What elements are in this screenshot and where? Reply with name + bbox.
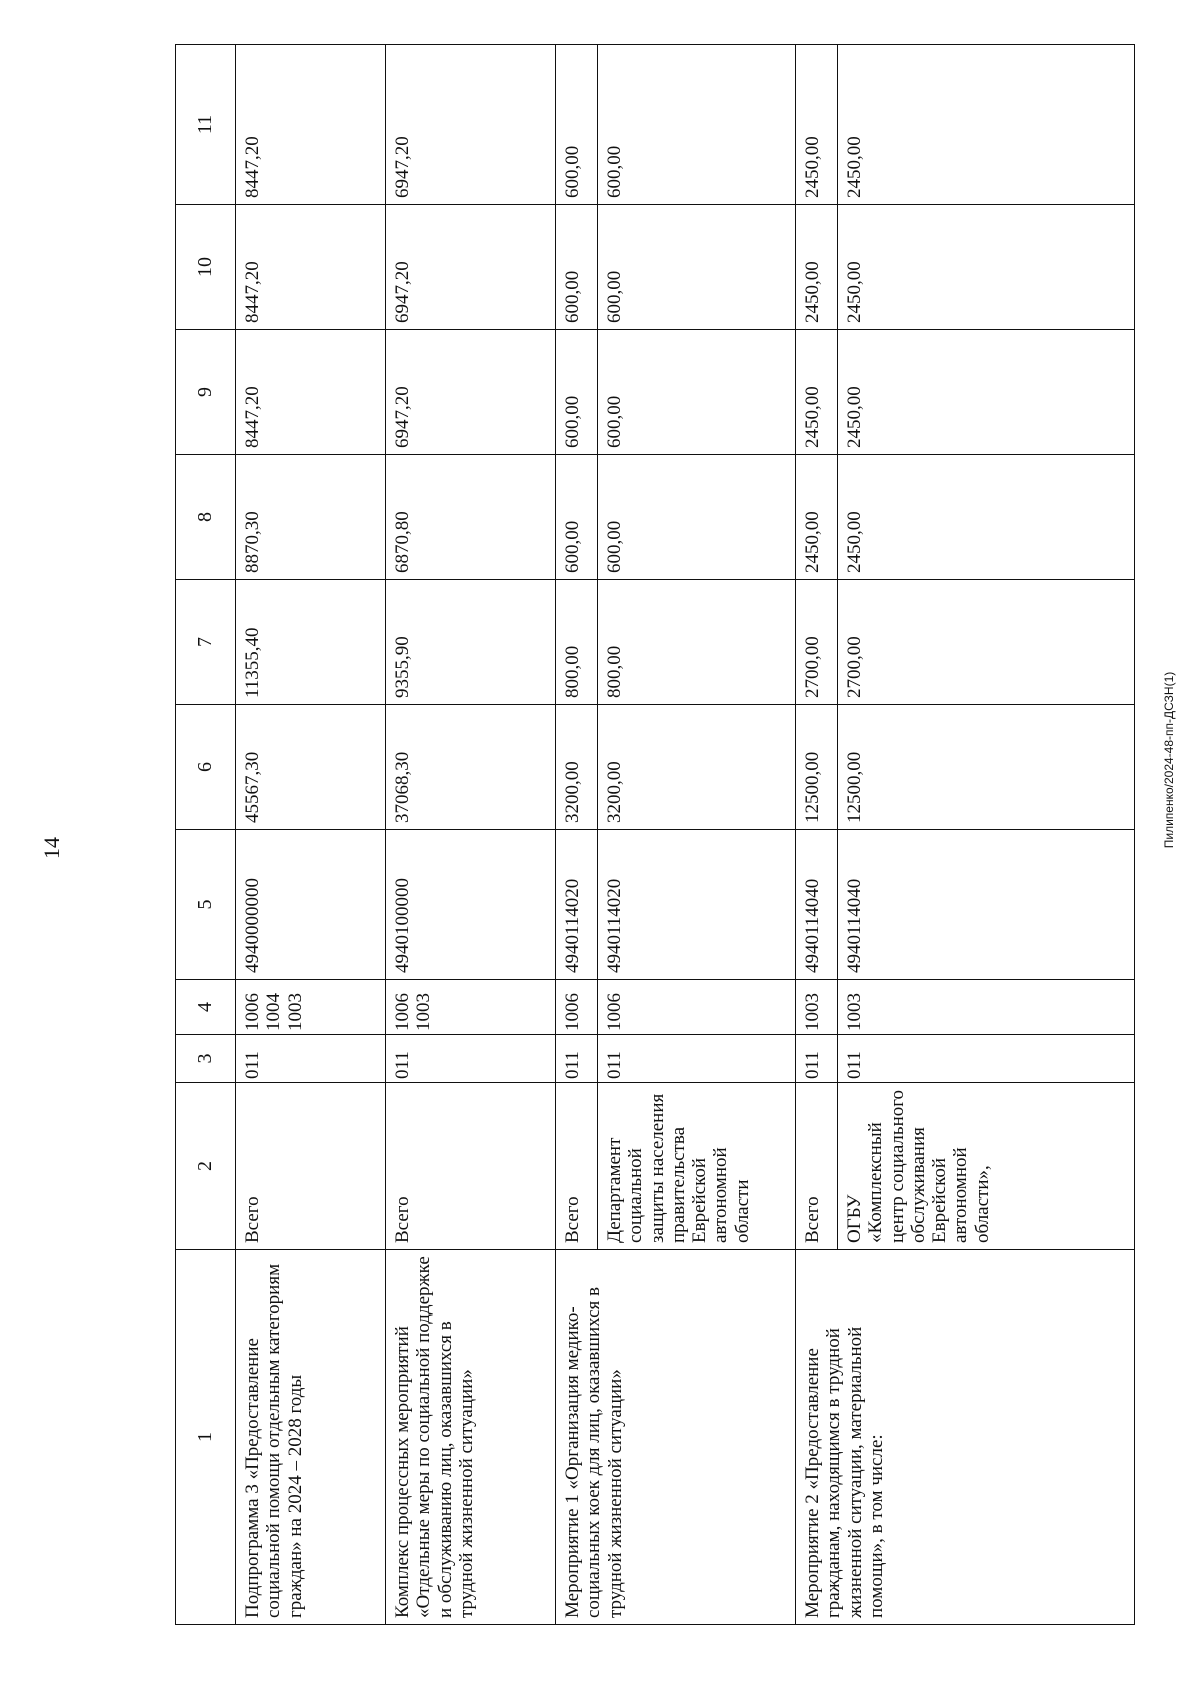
row-value-8: 6870,80	[386, 455, 556, 580]
row-executor: Всего	[236, 1083, 386, 1250]
header-cell: 9	[176, 330, 236, 455]
row-grbs: 011	[236, 1035, 386, 1083]
header-cell: 2	[176, 1083, 236, 1250]
row-value-7: 2700,00	[838, 580, 1135, 705]
header-cell: 5	[176, 830, 236, 980]
header-cell: 10	[176, 205, 236, 330]
row-value-6: 3200,00	[556, 705, 598, 830]
row-csr: 4940114040	[796, 830, 838, 980]
row-value-10: 8447,20	[236, 205, 386, 330]
header-cell: 4	[176, 980, 236, 1035]
row-value-6: 37068,30	[386, 705, 556, 830]
row-rzpr: 1003	[796, 980, 838, 1035]
row-value-11: 2450,00	[838, 45, 1135, 205]
row-value-11: 600,00	[598, 45, 796, 205]
row-value-8: 2450,00	[838, 455, 1135, 580]
table-row	[556, 45, 598, 1625]
table-row	[796, 45, 838, 1625]
row-rzpr: 1006	[556, 980, 598, 1035]
header-cell: 11	[176, 45, 236, 205]
row-csr: 4940114020	[556, 830, 598, 980]
row-value-9: 600,00	[598, 330, 796, 455]
row-grbs: 011	[598, 1035, 796, 1083]
table-row	[236, 45, 386, 1625]
row-rzpr: 1006	[598, 980, 796, 1035]
row-name: Подпрограмма 3 «Предоставление социальной помощи отдельным категориям граждан» на 2024 – 2028 годы	[236, 1250, 386, 1625]
row-value-10: 6947,20	[386, 205, 556, 330]
row-value-11: 8447,20	[236, 45, 386, 205]
row-name: Комплекс процессных мероприятий «Отдельные меры по социальной поддержке и обслуживанию лиц, оказавшихся в трудной жизненной ситуации»	[386, 1250, 556, 1625]
row-grbs: 011	[796, 1035, 838, 1083]
row-value-8: 2450,00	[796, 455, 838, 580]
row-value-11: 2450,00	[796, 45, 838, 205]
row-executor: Всего	[556, 1083, 598, 1250]
row-rzpr: 1003	[838, 980, 1135, 1035]
row-value-7: 800,00	[556, 580, 598, 705]
row-executor: Всего	[796, 1083, 838, 1250]
row-rzpr: 1006 1004 1003	[236, 980, 386, 1035]
row-value-8: 8870,30	[236, 455, 386, 580]
row-value-7: 2700,00	[796, 580, 838, 705]
row-executor: ОГБУ «Комплексный центр социального обслуживания Еврейской автономной области»,	[838, 1083, 1135, 1250]
footer-document-code: Пилипенко/2024-48-пп-ДСЗН(1)	[1162, 671, 1176, 849]
row-name: Мероприятие 2 «Предоставление гражданам, находящимся в трудной жизненной ситуации, материальной помощи», в том числе:	[796, 1250, 1135, 1625]
header-cell: 3	[176, 1035, 236, 1083]
row-grbs: 011	[386, 1035, 556, 1083]
row-value-9: 8447,20	[236, 330, 386, 455]
row-value-9: 2450,00	[796, 330, 838, 455]
row-value-6: 45567,30	[236, 705, 386, 830]
row-value-9: 6947,20	[386, 330, 556, 455]
row-value-8: 600,00	[598, 455, 796, 580]
rotated-table-wrapper	[175, 45, 1135, 1625]
row-value-6: 12500,00	[838, 705, 1135, 830]
row-value-9: 2450,00	[838, 330, 1135, 455]
row-name: Мероприятие 1 «Организация медико-социальных коек для лиц, оказавшихся в трудной жизненной ситуации»	[556, 1250, 796, 1625]
row-value-10: 600,00	[556, 205, 598, 330]
header-row	[176, 45, 236, 1625]
table-row	[386, 45, 556, 1625]
row-csr: 4940000000	[236, 830, 386, 980]
row-value-6: 3200,00	[598, 705, 796, 830]
row-value-7: 11355,40	[236, 580, 386, 705]
row-value-10: 600,00	[598, 205, 796, 330]
row-rzpr: 1006 1003	[386, 980, 556, 1035]
header-cell: 8	[176, 455, 236, 580]
budget-table	[175, 44, 1135, 1625]
row-value-7: 800,00	[598, 580, 796, 705]
page-number: 14	[39, 837, 64, 859]
row-executor: Всего	[386, 1083, 556, 1250]
row-value-10: 2450,00	[838, 205, 1135, 330]
row-value-7: 9355,90	[386, 580, 556, 705]
row-value-8: 600,00	[556, 455, 598, 580]
row-grbs: 011	[838, 1035, 1135, 1083]
row-value-9: 600,00	[556, 330, 598, 455]
row-executor: Департамент социальной защиты населения правительства Еврейской автономной области	[598, 1083, 796, 1250]
row-csr: 4940100000	[386, 830, 556, 980]
row-value-6: 12500,00	[796, 705, 838, 830]
row-csr: 4940114020	[598, 830, 796, 980]
row-csr: 4940114040	[838, 830, 1135, 980]
header-cell: 1	[176, 1250, 236, 1625]
row-value-11: 6947,20	[386, 45, 556, 205]
header-cell: 7	[176, 580, 236, 705]
header-cell: 6	[176, 705, 236, 830]
row-grbs: 011	[556, 1035, 598, 1083]
row-value-11: 600,00	[556, 45, 598, 205]
row-value-10: 2450,00	[796, 205, 838, 330]
